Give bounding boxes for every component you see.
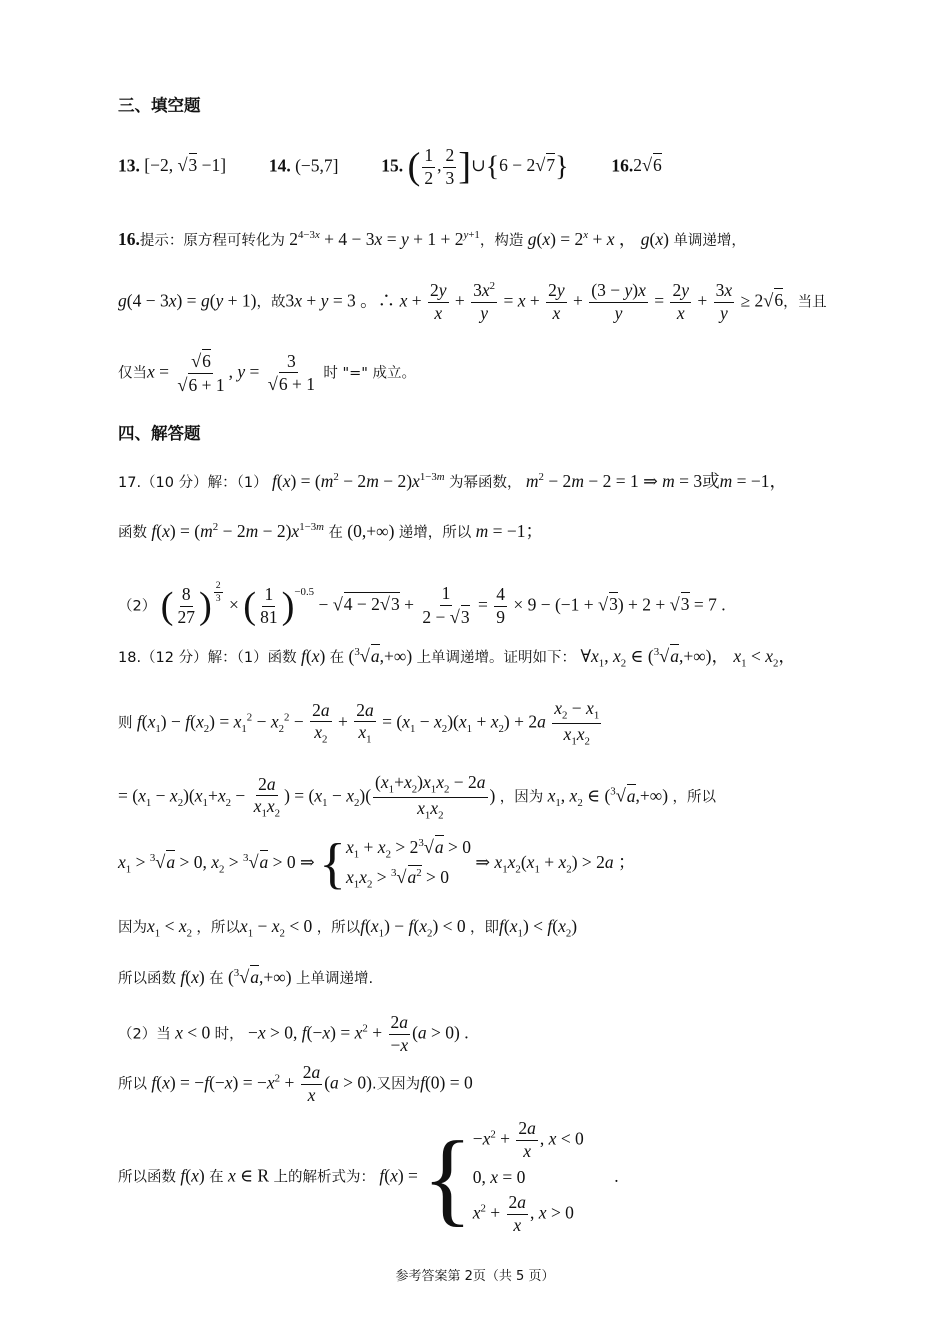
q17-text-2: 函数 — [118, 524, 147, 541]
hint16-text-2: ，构造 — [479, 232, 524, 249]
q18-piecewise: 所以函数 f(x) 在 x ∈ R 上的解析式为： f(x) = { $-x^2$ + $\frac{2a}{x}$ , x < 0 0, x = 0 $x^2$ + $\frac{2a}{x}$ , x > 0 . — [118, 1118, 619, 1236]
q18-text-4: ，所以 — [196, 920, 240, 936]
q18-line8: 所以 $f(x) = -f(-x) = -x^2$ + $\frac{2a}{x}$ (a > 0).又因为f(0) = 0 — [118, 1062, 473, 1105]
q18-text-13: 所以函数 — [118, 1169, 176, 1186]
hint16-label: 16. — [118, 228, 140, 249]
q18-line5: 因为$x_1 < x_2$ ，所以$x_1 - x_2 < 0$ ，所以$f(x_1) - f(x_2) < 0$ ，即$f(x_1) < f(x_2)$ — [118, 916, 578, 940]
q18-text-1: 在 — [329, 650, 345, 666]
q18-because: ，因为 — [499, 789, 544, 806]
answers-13-16 — [118, 145, 662, 190]
hint16-text-6: 仅当 — [118, 365, 147, 382]
q18-text-14: 在 — [209, 1169, 224, 1186]
q17-text-3: 在 — [328, 524, 343, 541]
section-title-fill-blank: 三、填空题 — [118, 96, 201, 115]
q18-text-6: ，即 — [470, 920, 500, 936]
answer-14: (−5,7] — [295, 155, 339, 176]
q18-text-7: 所以函数 — [118, 971, 176, 987]
q18-part2: （2）当 x < 0 时， −x > 0, $f(-x) = x^2$ + $\frac{2a}{-x}$ (a > 0) . — [118, 1012, 469, 1055]
answer-16: 2√6 — [633, 155, 662, 176]
q17-line1: 17.（10 分）解：（1） $f(x) = (m^2 - 2m - 2)x^{1-3m}$ 为幂函数， $m^2 - 2m - 2 = 1$ ⇒ m = 3或m = −1， — [118, 470, 788, 491]
q18-text-12: .又因为 — [371, 1076, 421, 1093]
q18-line4: $x_1 > ^3√a > 0$, $x_2 > ^3√a > 0$ ⇒ { $x_1 + x_2 > 2^3√a > 0$ $x_1x_2 > ^3√a^2 > 0$ ⇒ $x_1x_2(x_1 + x_2) > 2a$ ； — [118, 833, 636, 895]
q18-then: 则 — [118, 715, 133, 732]
q18-text-11: 所以 — [118, 1076, 147, 1093]
section-title-solutions: 四、解答题 — [118, 424, 201, 443]
page-footer: 参考答案第 2页（共 5 页） — [395, 1269, 555, 1284]
answer-14-label: 14. — [268, 155, 291, 176]
hint16-text-3: 单调递增， — [673, 232, 746, 249]
q18-sothat: ，所以 — [672, 789, 716, 806]
q18-line2: 则 $f(x_1) - f(x_2) = x_1^2 - x_2^2$ − $\frac{2a}{x_2}$ + $\frac{2a}{x_1}$ = $(x_1 - x_2)(x_1 + x_2) + 2a$ $\frac{x_2 - x_1}{x_1x_2}$ — [118, 698, 600, 748]
hint16-text: 提示：原方程可转化为 — [139, 232, 285, 249]
hint16-text-4: ，故 — [256, 294, 286, 311]
q18-line6: 所以函数 f(x) 在 ($^3$√a,+∞) 上单调递增. — [118, 967, 374, 987]
q17-text-1: 为幂函数， — [449, 474, 522, 491]
hint16-line2: g(4 − 3x) = g(y + 1)，故3x + y = 3 。∴ x + $\frac{2y}{x}$ + $\frac{3x^2}{y}$ = x + $\frac{2y}{x}$ + $\frac{(3 - y)x}{y}$ = $\frac{2y}{x}$ + $\frac{3x}{y}$ ≥ 2√6，当且 — [118, 280, 827, 323]
q18-text-10: 时， — [214, 1026, 244, 1043]
q18-head: 18.（12 分）解：（1）函数 — [118, 650, 297, 666]
q18-text-8: 在 — [209, 971, 224, 987]
answer-16-label: 16. — [611, 155, 634, 176]
q18-text-9: 上单调递增. — [295, 971, 374, 987]
answer-13-label: 13. — [118, 155, 140, 176]
hint16-text-5: ，当且 — [783, 294, 827, 311]
hint16-line1: 16.提示：原方程可转化为 $2^{4-3x} + 4 - 3x = y + 1 + 2^{y+1}$，构造 $g(x) = 2^x + x$ ， g(x) 单调递增， — [118, 228, 746, 249]
answer-13: [−2, √3 −1] — [144, 155, 227, 176]
q18-line1: 18.（12 分）解：（1）函数 f(x) 在 ($^3$√a,+∞) 上单调递增。证明如下： $\forall x_1$, $x_2$ ∈ ($^3$√a,+∞)， $x_1 < x_2$， — [118, 646, 796, 670]
q18-text-5: ，所以 — [316, 920, 361, 936]
hint16-line3: 仅当x = $\frac{√6}{√6 + 1}$ , y = $\frac{3}{√6 + 1}$ 时 "=" 成立。 — [118, 350, 417, 395]
q18-line3: = $(x_1 - x_2)(x_1+x_2$ − $\frac{2a}{x_1x_2}$ ) = $(x_1 - x_2)$( $\frac{(x_1+x_2)x_1x_2 - 2a}{x_1x_2}$ ) ，因为 $x_1$, $x_2$ ∈ ($^3$√a,+∞) ，所以 — [118, 772, 716, 822]
q18-text-3: 因为 — [118, 920, 147, 936]
q17-part2: （2） ( $\frac{8}{27}$ ) $^{\frac{2}{3}}$ × ( $\frac{1}{81}$ )$^{-0.5}$ − √4 − 2√3 + $\frac{1}{2 - √3}$ = $\frac{4}{9}$ × 9 − (−1 + √3) + 2 + √3 = 7 . — [118, 580, 726, 628]
q17-line2: 函数 $f(x) = (m^2 - 2m - 2)x^{1-3m}$ 在 (0,+∞) 递增，所以 m = −1； — [118, 520, 544, 541]
q17-part2-label: （2） — [118, 598, 157, 615]
q17-text-4: 递增，所以 — [398, 524, 472, 541]
answer-15-label: 15. — [381, 155, 404, 176]
q18-text-2: 上单调递增。证明如下： — [416, 650, 577, 666]
q18-part2-label: （2）当 — [118, 1026, 171, 1043]
q18-text-15: 上的解析式为： — [273, 1169, 375, 1186]
answer-15: ( $\frac{1}{2}$ , $\frac{2}{3}$ ]∪{6 − 2√7} — [407, 145, 569, 189]
q17-head: 17.（10 分）解：（1） — [118, 474, 268, 491]
hint16-text-7: 时 "=" 成立。 — [323, 365, 417, 382]
